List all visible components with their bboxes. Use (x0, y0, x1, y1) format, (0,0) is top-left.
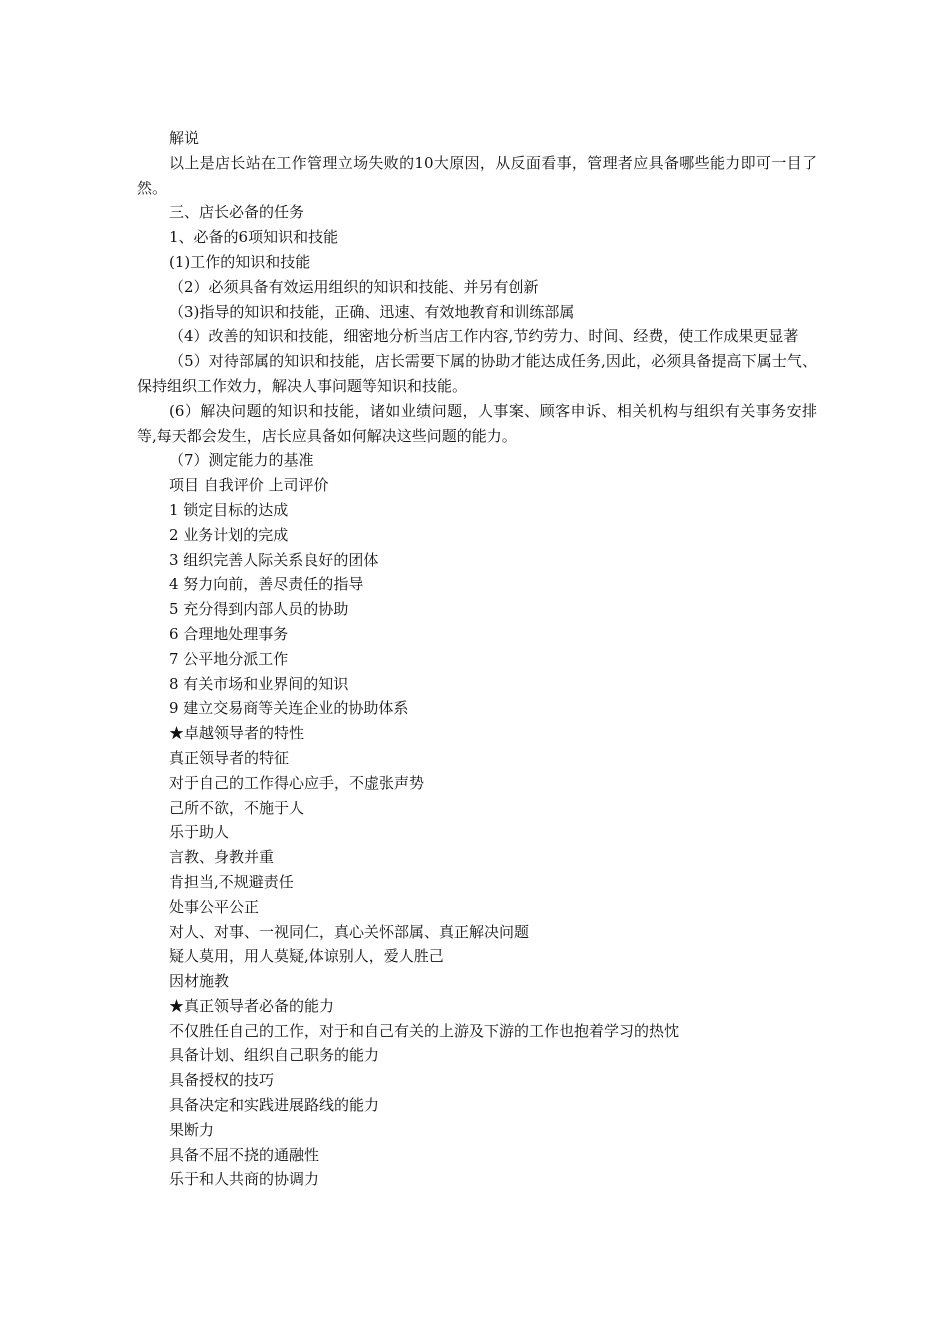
criteria-item: 2 业务计划的完成 (169, 525, 289, 544)
criteria-item: 1 锁定目标的达成 (169, 500, 289, 519)
ability-item: 果断力 (169, 1120, 215, 1139)
list-item: （5）对待部属的知识和技能，店长需要下属的协助才能达成任务,因此，必须具备提高下属士气、保持组织工作效力，解决人事问题等知识和技能。 (137, 352, 817, 395)
list-item: （7）测定能力的基准 (169, 451, 314, 470)
ability-item: 具备不屈不挠的通融性 (169, 1145, 320, 1164)
trait-item: 处事公平公正 (169, 897, 260, 916)
paragraph: 真正领导者的特征 (169, 748, 290, 767)
criteria-item: 5 充分得到内部人员的协助 (169, 600, 349, 619)
trait-item: 言教、身教并重 (169, 848, 275, 867)
subsection-heading: 1、必备的6项知识和技能 (169, 228, 339, 247)
paragraph: 以上是店长站在工作管理立场失败的10大原因，从反面看事，管理者应具备哪些能力即可一目了然。 (137, 153, 817, 197)
star-heading: ★真正领导者必备的能力 (169, 996, 335, 1015)
trait-item: 疑人莫用，用人莫疑,体谅别人，爱人胜己 (169, 947, 444, 966)
trait-item: 对人、对事、一视同仁，真心关怀部属、真正解决问题 (169, 922, 530, 941)
criteria-item: 7 公平地分派工作 (169, 649, 289, 668)
list-item: (1)工作的知识和技能 (169, 252, 311, 271)
ability-item: 具备决定和实践进展路线的能力 (169, 1096, 380, 1115)
ability-item: 具备授权的技巧 (169, 1071, 275, 1090)
document-body (137, 126, 817, 1192)
criteria-item: 6 合理地处理事务 (169, 624, 289, 643)
trait-item: 对于自己的工作得心应手，不虚张声势 (169, 773, 425, 792)
paragraph: 解说 (169, 129, 200, 147)
criteria-item: 9 建立交易商等关连企业的协助体系 (169, 699, 409, 718)
ability-item: 具备计划、组织自己职务的能力 (169, 1046, 380, 1065)
list-item: (6）解决问题的知识和技能，诸如业绩问题，人事案、顾客申诉、相关机构与组织有关事务安排等,每天都会发生，店长应具备如何解决这些问题的能力。 (137, 401, 817, 445)
trait-item: 因材施教 (169, 972, 230, 991)
ability-item: 不仅胜任自己的工作，对于和自己有关的上游及下游的工作也抱着学习的热忱 (169, 1021, 680, 1040)
star-heading: ★卓越领导者的特性 (169, 724, 305, 743)
section-heading: 三、店长必备的任务 (169, 203, 305, 222)
criteria-item: 8 有关市场和业界间的知识 (169, 674, 349, 693)
table-header-line: 项目 自我评价 上司评价 (169, 476, 329, 495)
ability-item: 乐于和人共商的协调力 (169, 1170, 320, 1189)
list-item: （3)指导的知识和技能，正确、迅速、有效地教育和训练部属 (169, 302, 575, 321)
list-item: （2）必须具备有效运用组织的知识和技能、并另有创新 (169, 277, 539, 296)
criteria-item: 4 努力向前，善尽责任的指导 (169, 575, 364, 594)
criteria-item: 3 组织完善人际关系良好的团体 (169, 550, 379, 569)
trait-item: 肯担当,不规避责任 (169, 872, 294, 891)
trait-item: 乐于助人 (169, 823, 230, 842)
list-item: （4）改善的知识和技能，细密地分析当店工作内容,节约劳力、时间、经费，使工作成果更显著 (169, 327, 799, 346)
trait-item: 己所不欲，不施于人 (169, 798, 305, 817)
